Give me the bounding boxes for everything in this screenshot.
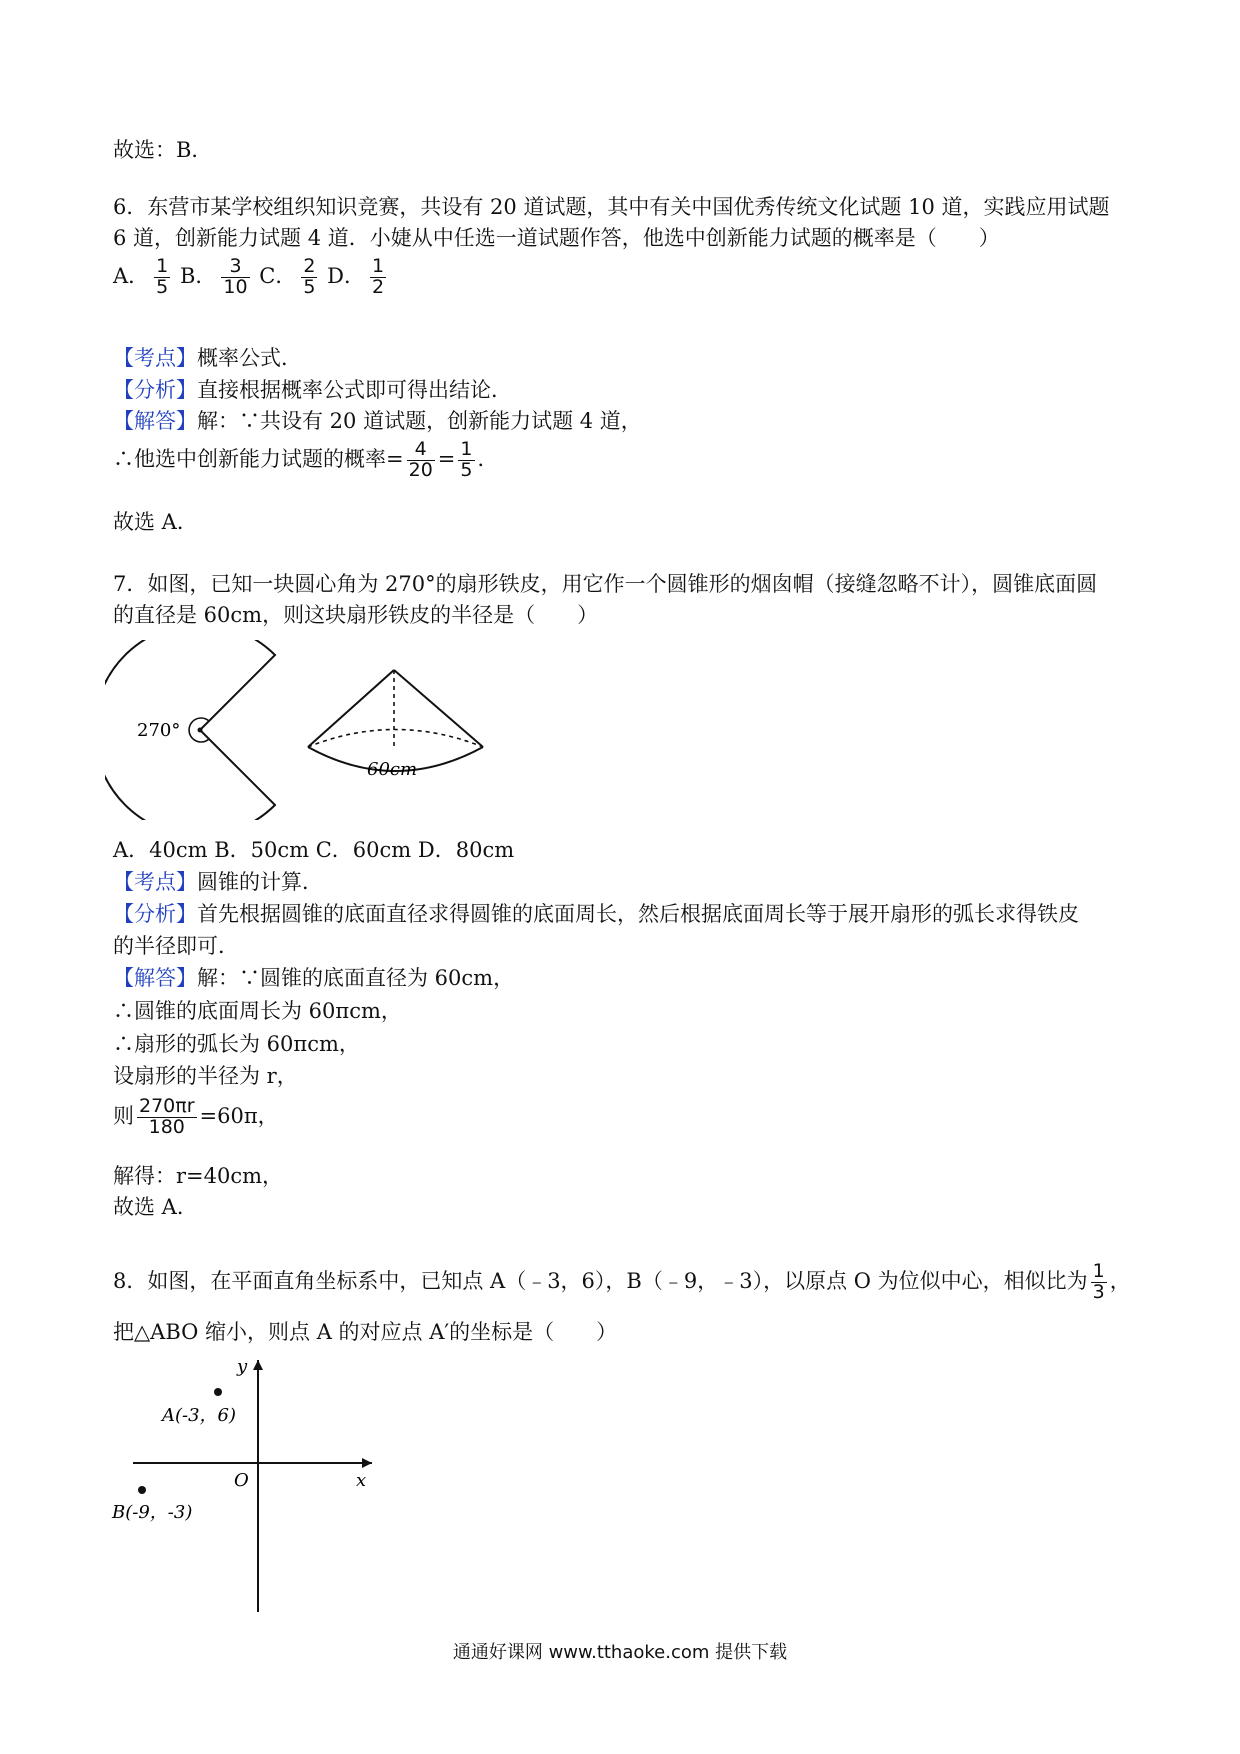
page-footer: 通通好课网 www.tthaoke.com 提供下载 (452, 1642, 788, 1663)
y-axis-label: y (237, 1356, 248, 1377)
q6-conclusion: 故选 A． (113, 510, 198, 534)
q7-jieda: 【解答】解：∵圆锥的底面直径为 60cm， (113, 966, 515, 990)
x-axis-label: x (356, 1470, 367, 1491)
kaodian-tag: 【考点】 (113, 870, 197, 894)
cone-shape (308, 670, 483, 771)
q7-conclusion: 故选 A． (113, 1195, 198, 1219)
jieda-tag: 【解答】 (113, 409, 197, 433)
q5-conclusion: 故选：B． (113, 138, 213, 162)
point-b-label: B(-9，-3) (112, 1502, 193, 1523)
q8-coordinate-figure (100, 1350, 400, 1615)
point-a (214, 1388, 222, 1396)
q6-option-b: B． $\frac{3}{10}$ (179, 255, 248, 298)
origin-label: O (234, 1470, 249, 1491)
q6-fenxi: 【分析】直接根据概率公式即可得出结论． (113, 378, 512, 402)
q7-step3: 设扇形的半径为 r， (113, 1064, 298, 1088)
q8-stem-line1: 8．如图，在平面直角坐标系中，已知点 A（﹣3，6），B（﹣9，﹣3），以原点 O 为位似中心，相似比为 $\frac{1}{3}$ ， (113, 1260, 1131, 1303)
jieda-tag: 【解答】 (113, 966, 197, 990)
q6-probability: ∴他选中创新能力试题的概率= $\frac{4}{20}$ = $\frac{1}{5}$ ． (113, 438, 499, 481)
q7-figure (105, 640, 505, 820)
q8-stem-line2: 把△ABO 缩小，则点 A 的对应点 A′的坐标是（ ） (113, 1320, 618, 1344)
q7-fenxi-line1: 【分析】首先根据圆锥的底面直径求得圆锥的底面周长，然后根据底面周长等于展开扇形的弧长求得铁皮 (113, 902, 1079, 926)
q6-stem-line1: 6．东营市某学校组织知识竞赛，共设有 20 道试题，其中有关中国优秀传统文化试题 10 道，实践应用试题 (113, 195, 1110, 219)
q7-options: A．40cm B．50cm C．60cm D．80cm (113, 838, 515, 862)
q7-solve: 解得：r=40cm， (113, 1164, 284, 1188)
q7-kaodian: 【考点】圆锥的计算． (113, 870, 323, 894)
sector-angle-label: 270° (137, 720, 181, 741)
point-b (138, 1486, 146, 1494)
q7-stem-line2: 的直径是 60cm，则这块扇形铁皮的半径是（ ） (113, 603, 599, 627)
kaodian-tag: 【考点】 (113, 346, 197, 370)
q7-equation: 则 $\frac{270\pi r}{180}$ =60π， (113, 1095, 279, 1138)
q6-option-d: D． $\frac{1}{2}$ (327, 255, 385, 298)
fenxi-tag: 【分析】 (113, 378, 197, 402)
q6-kaodian: 【考点】概率公式． (113, 346, 302, 370)
q7-fenxi-line2: 的半径即可． (113, 934, 239, 958)
point-a-label: A(-3，6) (162, 1405, 237, 1426)
cone-diameter-label: 60cm (367, 759, 418, 780)
q7-step2: ∴扇形的弧长为 60πcm， (113, 1032, 360, 1056)
q6-option-c: C． $\frac{2}{5}$ (259, 255, 316, 298)
q7-stem-line1: 7．如图，已知一块圆心角为 270°的扇形铁皮，用它作一个圆锥形的烟囱帽（接缝忽略不计），圆锥底面圆 (113, 572, 1098, 596)
x-axis-arrow (362, 1458, 372, 1468)
fenxi-tag: 【分析】 (113, 902, 197, 926)
sector-shape (105, 640, 275, 820)
q6-option-a: A． $\frac{1}{5}$ (113, 255, 169, 298)
q7-step1: ∴圆锥的底面周长为 60πcm， (113, 999, 402, 1023)
q6-jieda: 【解答】解：∵共设有 20 道试题，创新能力试题 4 道， (113, 409, 642, 433)
y-axis-arrow (253, 1360, 263, 1370)
q6-options (113, 257, 389, 298)
q6-stem-line2: 6 道，创新能力试题 4 道．小婕从中任选一道试题作答，他选中创新能力试题的概率是（ ） (113, 226, 1000, 250)
